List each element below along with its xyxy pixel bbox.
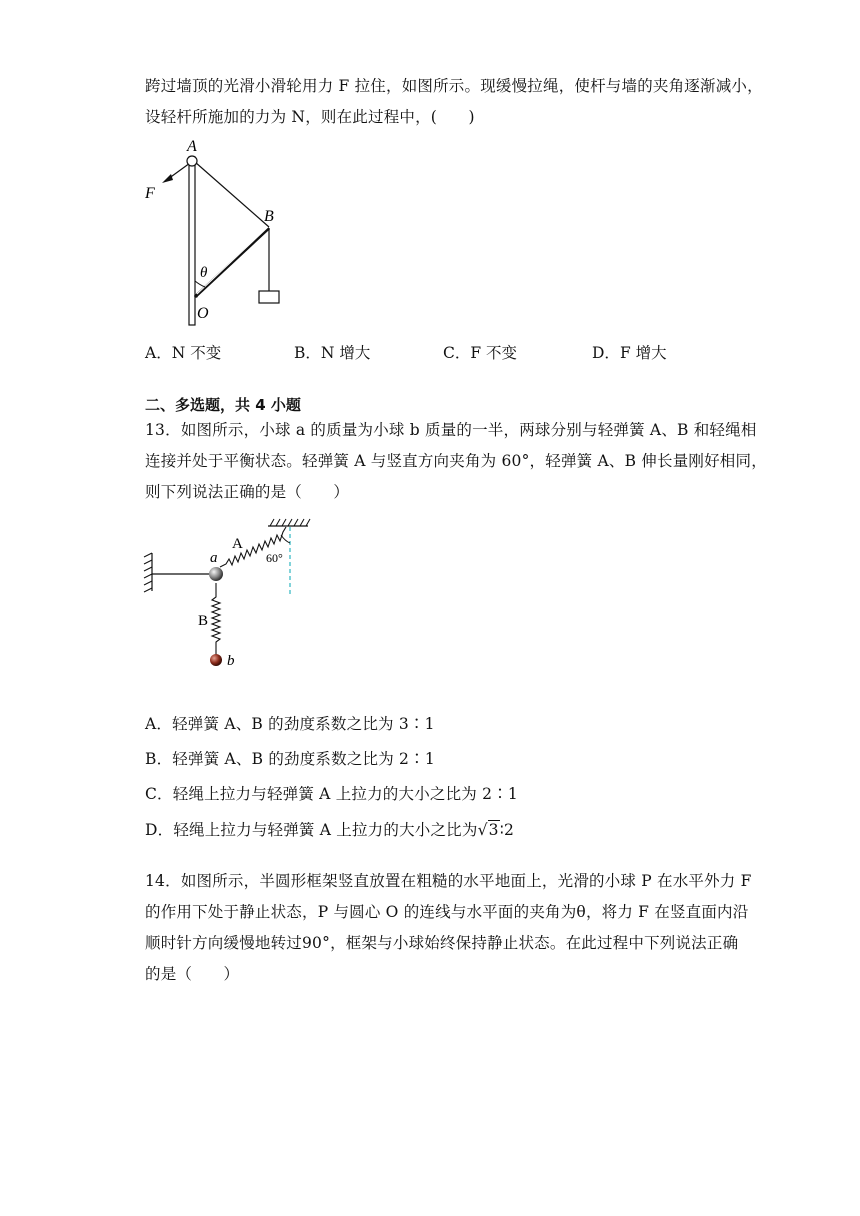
q14-text-line-3: 顺时针方向缓慢地转过90°，框架与小球始终保持静止状态。在此过程中下列说法正确 [145, 934, 739, 952]
q14-text-line-4: 的是（ ） [145, 965, 240, 983]
label-spring-a: A [232, 536, 243, 552]
section-title: 二、多选题，共 4 小题 [145, 396, 301, 414]
q13-option-d[interactable] [145, 820, 514, 840]
sqrt-symbol: √3 [477, 821, 499, 839]
q13-option-b[interactable]: B．轻弹簧 A、B 的劲度系数之比为 2∶1 [145, 750, 435, 768]
label-o: O [197, 305, 209, 322]
option-key: C． [443, 344, 471, 362]
q13-text-line-2: 连接并处于平衡状态。轻弹簧 A 与竖直方向夹角为 60°，轻弹簧 A、B 伸长量刚好相同， [145, 452, 767, 470]
sqrt-radicand: 3 [488, 821, 499, 839]
q12-option-d[interactable] [592, 343, 667, 363]
option-text: F 不变 [470, 344, 518, 362]
option-text: N 不变 [171, 344, 222, 362]
wall [189, 157, 195, 325]
theta-arc [195, 281, 205, 287]
q13-text-line-3: 则下列说法正确的是（ ） [145, 483, 350, 501]
force-arrow [162, 174, 173, 183]
q12-option-b[interactable] [294, 343, 370, 363]
q12-text-line-1: 跨过墙顶的光滑小滑轮用力 F 拉住，如图所示。现缓慢拉绳，使杆与墙的夹角逐渐减小， [145, 77, 763, 95]
q13-option-c[interactable]: C．轻绳上拉力与轻弹簧 A 上拉力的大小之比为 2∶1 [145, 785, 518, 803]
ball-a [209, 567, 223, 581]
rope-ab [195, 162, 269, 227]
q14-text-line-1: 14．如图所示，半圆形框架竖直放置在粗糙的水平地面上，光滑的小球 P 在水平外力 F [145, 872, 752, 890]
label-angle: 60° [266, 551, 283, 565]
q12-figure [140, 135, 300, 330]
option-key: D． [592, 344, 620, 362]
label-b-ball: b [227, 653, 235, 669]
q13-option-a[interactable]: A．轻弹簧 A、B 的劲度系数之比为 3∶1 [145, 715, 435, 733]
label-a-ball: a [210, 550, 218, 566]
label-f: F [145, 185, 155, 202]
label-spring-b: B [198, 613, 209, 629]
spring-b [212, 583, 220, 655]
q14-text-line-2: 的作用下处于静止状态，P 与圆心 O 的连线与水平面的夹角为θ，将力 F 在竖直面内沿 [145, 903, 749, 921]
label-a: A [187, 138, 197, 155]
weight-block [259, 291, 279, 303]
option-key: A． [145, 344, 172, 362]
q12-option-c[interactable] [443, 343, 517, 363]
option-d-suffix: ∶2 [499, 821, 515, 839]
label-b: B [264, 208, 274, 225]
option-text: N 增大 [320, 344, 371, 362]
angle-arc [281, 535, 290, 543]
ball-b [210, 654, 222, 666]
option-d-prefix: D．轻绳上拉力与轻弹簧 A 上拉力的大小之比为 [145, 821, 478, 839]
rod-ob [196, 228, 269, 296]
q12-text-line-2: 设轻杆所施加的力为 N，则在此过程中，( ) [145, 108, 475, 126]
label-theta: θ [200, 265, 208, 281]
q13-figure [140, 515, 320, 675]
option-text: F 增大 [619, 344, 667, 362]
q13-text-line-1: 13．如图所示，小球 a 的质量为小球 b 质量的一半，两球分别与轻弹簧 A、B 和轻绳相 [145, 421, 757, 439]
option-key: B． [294, 344, 321, 362]
q12-option-a[interactable] [145, 343, 221, 363]
pulley [187, 156, 197, 166]
